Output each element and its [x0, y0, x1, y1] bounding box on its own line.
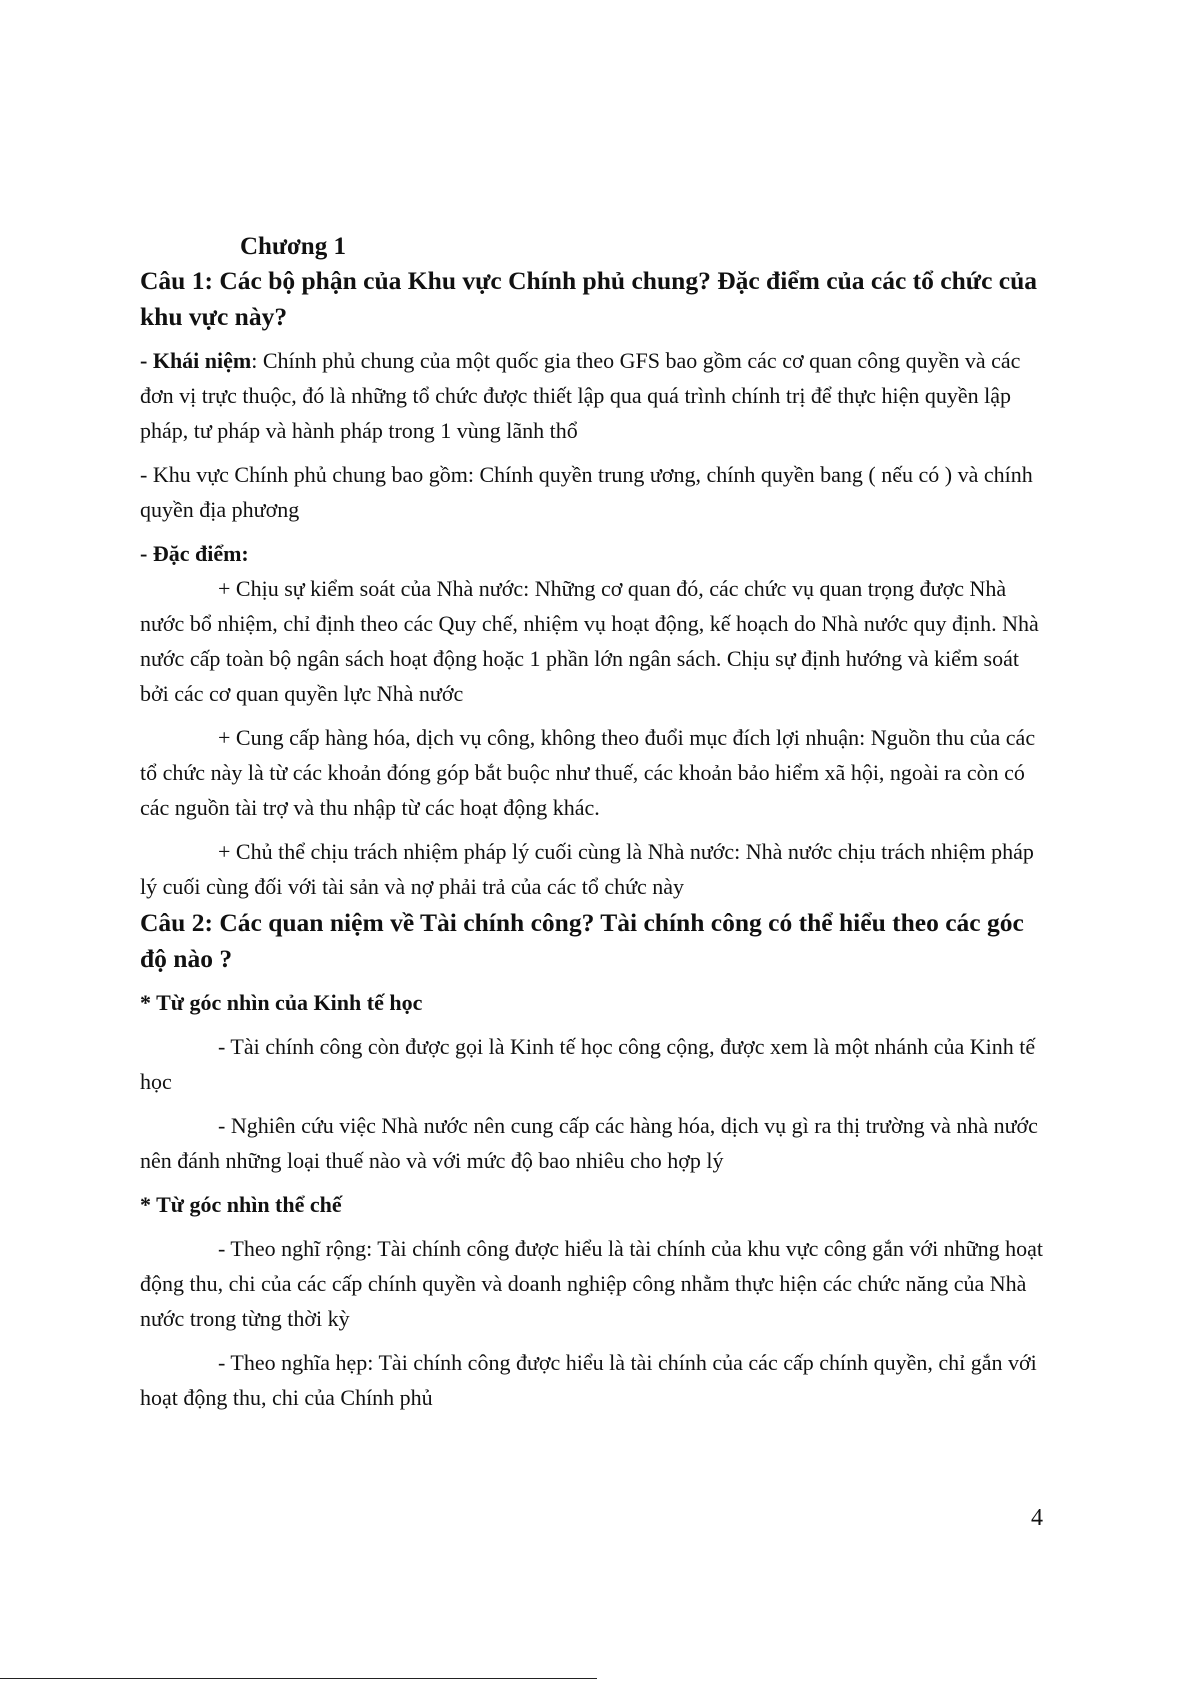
economics-paragraph: - Tài chính công còn được gọi là Kinh tế học công cộng, được xem là một nhánh của Kinh tế học — [140, 1034, 1036, 1094]
features-heading: - Đặc điểm: — [140, 541, 249, 566]
question-1-title: Câu 1: Các bộ phận của Khu vực Chính phủ chung? Đặc điểm của các tổ chức của khu vực này? — [140, 266, 1038, 331]
footer-divider — [0, 1678, 597, 1679]
concept-label: - Khái niệm — [140, 348, 252, 373]
page-number: 4 — [1031, 1505, 1043, 1531]
chapter-heading: Chương 1 — [240, 233, 346, 260]
scope-paragraph: - Khu vực Chính phủ chung bao gồm: Chính quyền trung ương, chính quyền bang ( nếu có ) và chính quyền địa phương — [140, 462, 1033, 522]
concept-paragraph — [140, 343, 1046, 448]
concept-text: : Chính phủ chung của một quốc gia theo GFS bao gồm các cơ quan công quyền và các đơn vị trực thuộc, đó là những tổ chức được thiết lập qua quá trình chính trị để thực hiện quyền lập pháp, tư pháp và hành pháp trong 1 vùng lãnh thổ — [140, 348, 1021, 443]
institution-paragraph: - Theo nghĩ rộng: Tài chính công được hiểu là tài chính của khu vực công gắn với những hoạt động thu, chi của các cấp chính quyền và doanh nghiệp công nhằm thực hiện các chức năng của Nhà nước trong từng thời kỳ — [140, 1236, 1043, 1331]
economics-heading: * Từ góc nhìn của Kinh tế học — [140, 990, 423, 1015]
page-content — [140, 232, 1046, 1424]
question-2-title: Câu 2: Các quan niệm về Tài chính công? Tài chính công có thể hiểu theo các góc độ nào ? — [140, 908, 1024, 973]
institution-paragraph: - Theo nghĩa hẹp: Tài chính công được hiểu là tài chính của các cấp chính quyền, chỉ gắn với hoạt động thu, chi của Chính phủ — [140, 1350, 1037, 1410]
institution-heading: * Từ góc nhìn thể chế — [140, 1192, 342, 1217]
economics-paragraph: - Nghiên cứu việc Nhà nước nên cung cấp các hàng hóa, dịch vụ gì ra thị trường và nhà nước nên đánh những loại thuế nào và với mức độ bao nhiêu cho hợp lý — [140, 1113, 1038, 1173]
feature-paragraph: + Chủ thể chịu trách nhiệm pháp lý cuối cùng là Nhà nước: Nhà nước chịu trách nhiệm pháp lý cuối cùng đối với tài sản và nợ phải trả của các tổ chức này — [140, 839, 1034, 899]
feature-paragraph: + Cung cấp hàng hóa, dịch vụ công, không theo đuổi mục đích lợi nhuận: Nguồn thu của các tổ chức này là từ các khoản đóng góp bắt buộc như thuế, các khoản bảo hiểm xã hội, ngoài ra còn có các nguồn tài trợ và thu nhập từ các hoạt động khác. — [140, 725, 1036, 820]
feature-paragraph: + Chịu sự kiểm soát của Nhà nước: Những cơ quan đó, các chức vụ quan trọng được Nhà nước bổ nhiệm, chỉ định theo các Quy chế, nhiệm vụ hoạt động, kế hoạch do Nhà nước quy định. Nhà nước cấp toàn bộ ngân sách hoạt động hoặc 1 phần lớn ngân sách. Chịu sự định hướng và kiểm soát bởi các cơ quan quyền lực Nhà nước — [140, 576, 1039, 706]
